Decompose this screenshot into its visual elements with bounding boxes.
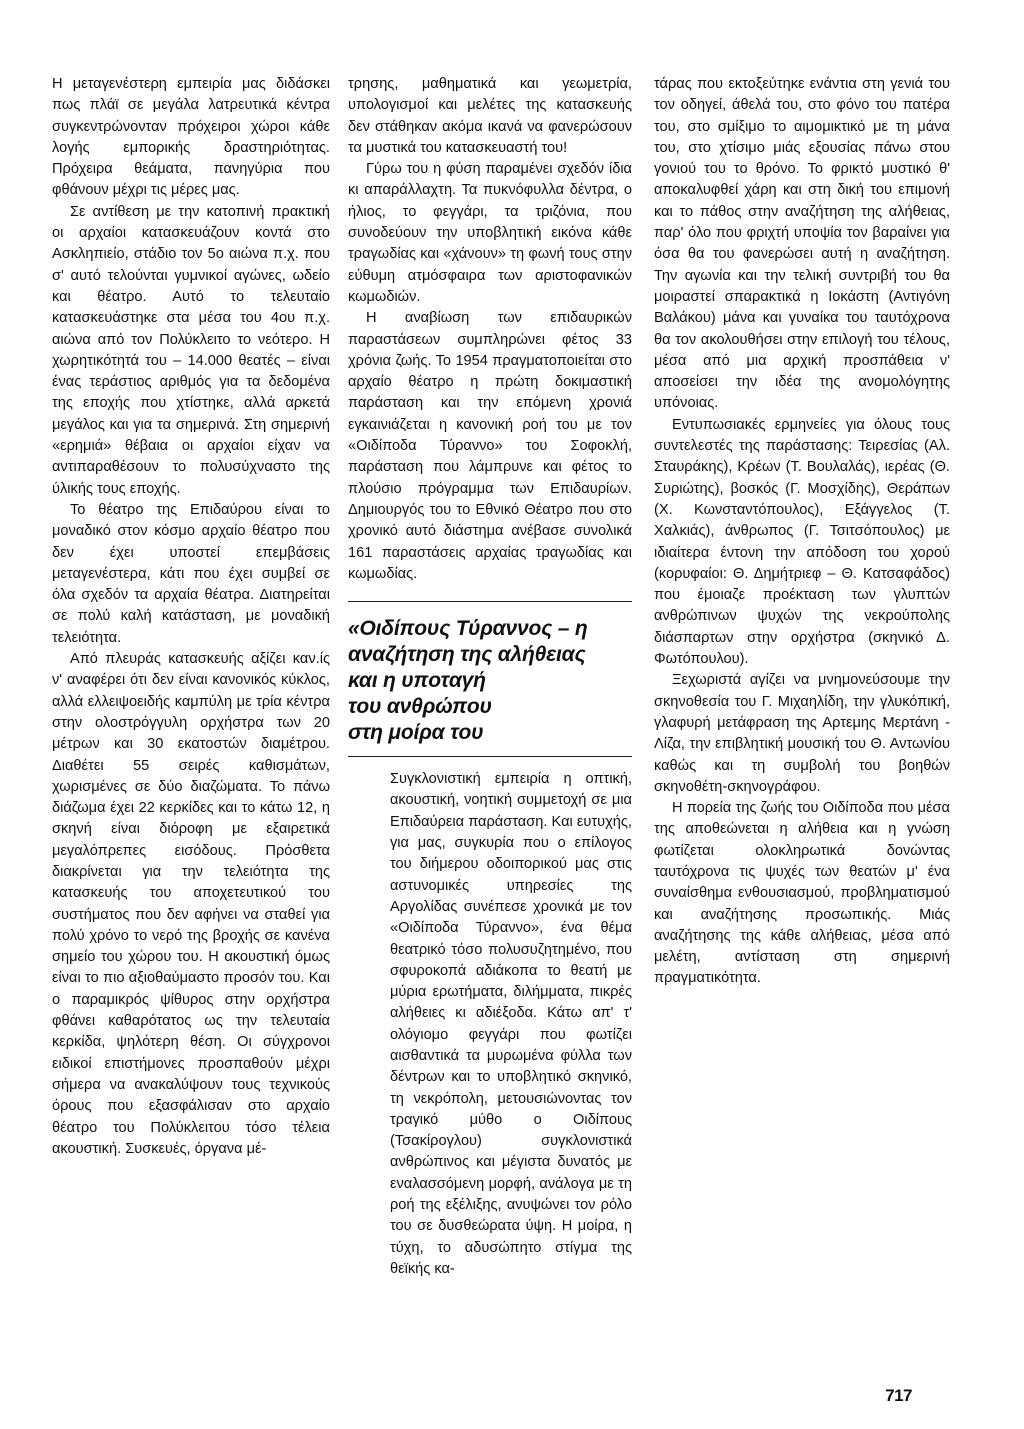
heading-line: και η υποταγή xyxy=(348,669,486,693)
heading-line: αναζήτηση της αλήθειας xyxy=(348,643,586,667)
paragraph: Γύρω του η φύση παραμένει σχεδόν ίδια κι απαράλλαχτη. Τα πυκνόφυλλα δέντρα, ο ήλιος, το φεγγάρι, τα τριζόνια, που συνοδεύουν την υποβλητική εικόνα κάθε τραγωδίας και «χάνουν» τη φωνή τους στην εύθυμη ατμόσφαιρα των αριστοφανικών κωμωδιών. xyxy=(348,161,632,305)
column-1 xyxy=(52,74,330,1160)
paragraph: Από πλευράς κατασκευής αξίζει καν.ίς ν' αναφέρει ότι δεν είναι κανονικός κύκλος, αλλά ελλειψοειδής καμπύλη με τρία κέντρα στην ολοστρόγγυλη ορχήστρα των 20 μέτρων και 30 εκατοστών διαμέτρου. Διαθέτει 55 σειρές καθισμάτων, χωρισμένες σε δύο διαζώματα. Το πάνω διάζωμα έχει 22 κερκίδες και το κάτω 12, η σκηνή είναι διόροφη με εξαιρετικά μεγαλόπρεπες εισόδους. Πρόσθετα διακρίνεται για την τελειότητα της κατασκευής του αποχετευτικού του συστήματος που δεν αφήνει να σταθεί για πολύ χρόνο το νερό της βροχής σε κανένα σημείο του χώρου του. Η ακουστική όμως είναι το πιο αξιοθαύμαστο προσόν του. Και ο παραμικρός ψίθυρος στην ορχήστρα φθάνει καθαρότατος ως την τελευταία κερκίδα, ψηλότερη θέση. Οι σύγχρονοι ειδικοί επιστήμονες προσπαθούν μέχρι σήμερα να ανακαλύψουν τους τεχνικούς όρους που εξασφάλισαν στο αρχαίο θέατρο του Πολύκλειτου τόσο τέλεια ακουστική. Συσκευές, όργανα μέ- xyxy=(52,651,330,1157)
heading-line: του ανθρώπου xyxy=(348,695,492,719)
heading-divider xyxy=(348,756,632,757)
paragraph: Σε αντίθεση με την κατοπινή πρακτική οι αρχαίοι κατασκευάζουν κοντά στο Ασκληπιείο, στάδιο τον 5ο αιώνα π.χ. που σ' αυτό τελούνται γυμνικοί αγώνες, ωδείο και θέατρο. Αυτό το τελευταίο κατασκευάστηκε στα μέσα του 4ου π.χ. αιώνα από τον Πολύκλειτο το νεότερο. Η χωρητικότητά του – 14.000 θεατές – είναι ένας τεράστιος αριθμός για τα δεδομένα της εποχής που χτίστηκε, αλλά αρκετά μεγάλος και για τα σημερινά. Στη σημερινή «ερημιά» θέβαια οι αρχαίοι είχαν να αντιπαραθέσουν το πολυσύχναστο της ύλικής τους εποχής. xyxy=(52,203,330,497)
paragraph: Ξεχωριστά αγίζει να μνημονεύσουμε την σκηνοθεσία του Γ. Μιχαηλίδη, την γλυκόπική, γλαφυρή μετάφραση της Αρτεμης Μερτάνη - Λίζα, την επιβλητική μουσική του Θ. Αντωνίου καθώς και τη συμβολή του βοηθών σκηνοθέτη-σκηνογράφου. xyxy=(654,672,950,795)
heading-line: στη μοίρα του xyxy=(348,721,484,745)
paragraph: τρησης, μαθηματικά και γεωμετρία, υπολογισμοί και μελέτες της κατασκευής δεν στάθηκαν ακόμα ικανά να φανερώσουν τα μυστικά του κατασκευαστή του! xyxy=(348,76,632,156)
section-body xyxy=(390,769,632,1280)
paragraph: Εντυπωσιακές ερμηνείες για όλους τους συντελεστές της παράστασης: Τειρεσίας (Αλ. Σταυράκης), Κρέων (Τ. Βουλαλάς), ιερέας (Θ. Συριώτης), βοσκός (Γ. Μοσχίδης), Θεράπων (Χ. Κωνσταντόπουλος), Εξάγγελος (Τ. Χαλκιάς), άνθρωπος (Γ. Τσιτσόπουλος) με ιδιαίτερα έντονη την απόδοση του χορού (κορυφαίοι: Θ. Δημήτριεφ – Θ. Κατσαφάδος) που έμοιαζε προέκταση των γλυπτών ανθρώπινων ψυχών της νεκρούπολης διάσπαρτων στην ορχήστρα (σκηνικό Δ. Φωτόπουλου). xyxy=(654,416,950,668)
paragraph: Η αναβίωση των επιδαυρικών παραστάσεων συμπληρώνει φέτος 33 χρόνια ζωής. Το 1954 πραγματοποιείται στο αρχαίο θέατρο η πρώτη δοκιμαστική παράσταση και την επόμενη χρονιά εγκαινιάζεται η κανονική ροή του με τον «Οιδίποδα Τύραννο» του Σοφοκλή, παράσταση που λάμπρυνε και φέτος το πλούσιο πρόγραμμα των Επιδαυρίων. Δημιουργός του το Εθνικό Θέατρο που στο χρονικό αυτό διάστημα ανέβασε συνολικά 161 παραστάσεις αρχαίας τραγωδίας και κωμωδίας. xyxy=(348,310,632,582)
section-divider xyxy=(348,601,632,602)
paragraph: Η πορεία της ζωής του Οιδίποδα που μέσα της αποθεώνεται η αλήθεια και η γνώση φωτίζεται ολοκληρωτικά δονώντας ταυτόχρονα τις ψυχές των θεατών μ' ένα συναίσθημα ενθουσιασμού, προβληματισμού και αναζήτησης προσωπικής. Μιάς αναζήτησης της κάθε αλήθειας, μέσα από μελέτη, αντίσταση στη σημερινή πραγματικότητα. xyxy=(654,800,950,987)
paragraph: Η μεταγενέστερη εμπειρία μας διδάσκει πως πλάϊ σε μεγάλα λατρευτικά κέντρα συγκεντρώνονταν πρόχειροι χώροι κάθε λογής εμπορικής δραστηριότητας. Πρόχειρα θεάματα, πανηγύρια που φθάνουν μέχρι τις μέρες μας. xyxy=(52,76,330,199)
column-2 xyxy=(348,74,632,1280)
paragraph: Το θέατρο της Επιδαύρου είναι το μοναδικό στον κόσμο αρχαίο θέατρο που δεν έχει υποστεί επεμβάσεις μεταγενέστερα, κάτι που έχει συμβεί σε όλα σχεδόν τα αρχαία θέατρα. Διατηρείται σε πολύ καλή κατάσταση, με μοναδική τελειότητα. xyxy=(52,501,330,646)
column-3 xyxy=(654,74,950,990)
paragraph: τάρας που εκτοξεύτηκε ενάντια στη γενιά του τον οδηγεί, άθελά του, στο φόνο του πατέρα του, στο σμίξιμο το αιμομικτικό με τη μάνα του, στο χτίσιμο μιάς εξουσίας πάνω στου γονιού του το θρόνο. Το φρικτό μυστικό θ' αποκαλυφθεί χάρη και στη δική του επιμονή και το πάθος στην αναζήτηση της αλήθειας, παρ' όλο που φριχτή υποψία τον βαραίνει για όσα θα του φανερώσει αυτή η αναζήτηση. Την αγωνία και την τελική συντριβή του θα μοιραστεί σπαρακτικά η Ιοκάστη (Αντιγόνη Βαλάκου) μάνα και γυναίκα του ταυτόχρονα θα τον ακολουθήσει στην επιλογή του τέλους, μέσα από μια αρχική προσπάθεια ν' αποσείσει την ιδέα της ανομολόγητης υπόνοιας. xyxy=(654,76,950,412)
paragraph: Συγκλονιστική εμπειρία η οπτική, ακουστική, νοητική συμμετοχή σε μια Επιδαύρεια παράσταση. Και ευτυχής, για μας, συγκυρία που ο επίλογος του διήμερου οδοιπορικού μας στις αστυνομικές υπηρεσίες της Αργολίδας συνέπεσε χρονικά με τον «Οιδίποδα Τύραννο», ένα θέμα θεατρικό τόσο πολυσυζητημένο, που σφυροκοπά αδιάκοπα το θεατή με μύρια ερωτήματα, διλήμματα, πικρές αλήθειες κι αδιέξοδα. Κάτω απ' τ' ολόγιομο φεγγάρι που φωτίζει αισθαντικά τα μυρωμένα φύλλα των δέντρων και το υποβλητικό σκηνικό, τη νεκρόπολη, μετουσιώνοντας τον τραγικό μύθο ο Οιδίπους (Τσακίρογλου) συγκλονιστικά ανθρώπινος και μέγιστα δυνατός με εναλασσόμενη μορφή, ανάλογα με τη ροή της εξέλιξης, ανυψώνει τον ρόλο του σε δυσθεώρατα ύψη. Η μοίρα, η τύχη, το αδυσώπητο στίγμα της θεϊκής κα- xyxy=(390,771,632,1277)
heading-line: «Οιδίπους Τύραννος – η xyxy=(348,617,588,641)
section-heading xyxy=(348,616,632,746)
page-number: 717 xyxy=(885,1386,912,1405)
